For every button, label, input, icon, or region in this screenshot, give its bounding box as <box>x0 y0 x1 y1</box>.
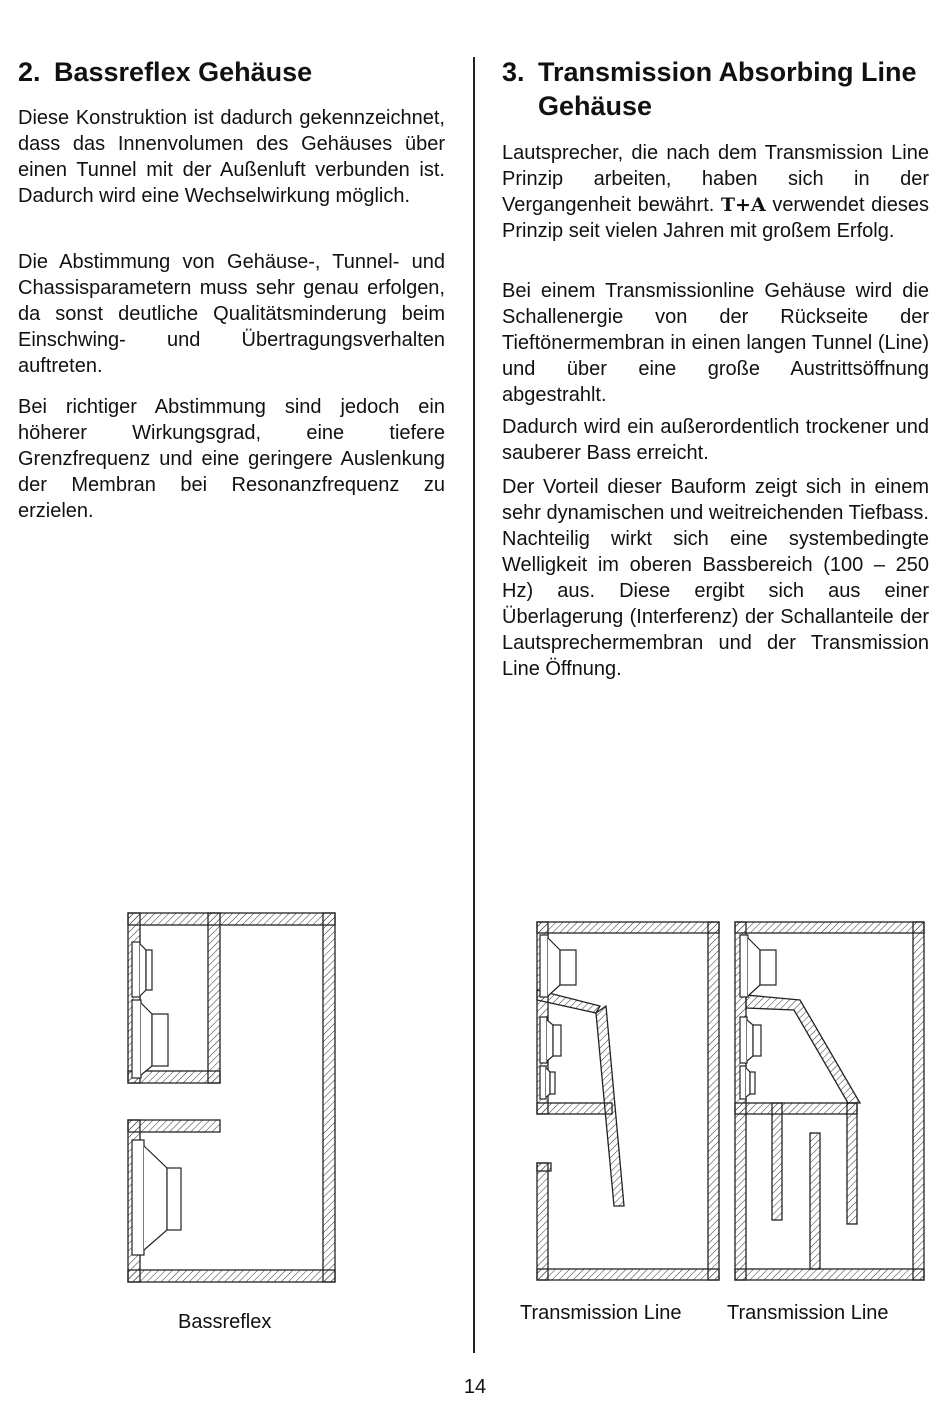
section-heading-transmission-line: 3. Transmission Absorbing Line Gehäuse <box>502 57 917 121</box>
page-number: 14 <box>463 1376 487 1398</box>
transmission-line-diagram-2 <box>735 922 924 1280</box>
caption-transmission-line-1: Transmission Line <box>520 1302 682 1324</box>
brand-logo-text: T+A <box>720 194 766 216</box>
section-heading-bassreflex: 2. Bassreflex Gehäuse <box>18 57 313 87</box>
bassreflex-diagram <box>128 913 335 1282</box>
paragraph: Dadurch wird ein außerordentlich trockener und sauberer Bass erreicht. <box>502 416 929 464</box>
paragraph: Der Vorteil dieser Bauform zeigt sich in einem sehr dynamischen und weitreichenden Tiefbass. Nachteilig wirkt sich eine systembedingte Welligkeit im oberen Bassbereich (100 – 250 Hz) aus. Diese ergibt sich aus einer Überlagerung (Interferenz) der Schallanteile der Lautsprechermembran und der Transmission Line Öffnung. <box>502 476 929 680</box>
paragraph: Bei einem Transmissionline Gehäuse wird die Schallenergie von der Rückseite der Tieftönermembran in einen langen Tunnel (Line) und über eine große Austrittsöffnung abgestrahlt. <box>502 280 929 406</box>
paragraph: Bei richtiger Abstimmung sind jedoch ein höherer Wirkungsgrad, eine tiefere Grenzfrequenz und eine geringere Auslenkung der Membran bei Resonanzfrequenz zu erzielen. <box>18 396 445 522</box>
paragraph: Diese Konstruktion ist dadurch gekennzeichnet, dass das Innenvolumen des Gehäuses über einen Tunnel mit der Außenluft verbunden ist. Dadurch wird eine Wechselwirkung möglich. <box>18 107 445 207</box>
caption-transmission-line-2: Transmission Line <box>727 1302 889 1324</box>
transmission-line-diagram-1 <box>537 922 719 1280</box>
caption-bassreflex: Bassreflex <box>178 1311 272 1333</box>
paragraph: Die Abstimmung von Gehäuse-, Tunnel- und Chassisparametern muss sehr genau erfolgen, da sonst deutliche Qualitätsminderung beim Einschwing- und Übertragungsverhalten auftreten. <box>18 251 445 377</box>
paragraph: Lautsprecher, die nach dem Transmission Line Prinzip arbeiten, haben sich in der Vergangenheit bewährt. T+A verwendet dieses Prinzip seit vielen Jahren mit großem Erfolg. <box>502 142 929 242</box>
